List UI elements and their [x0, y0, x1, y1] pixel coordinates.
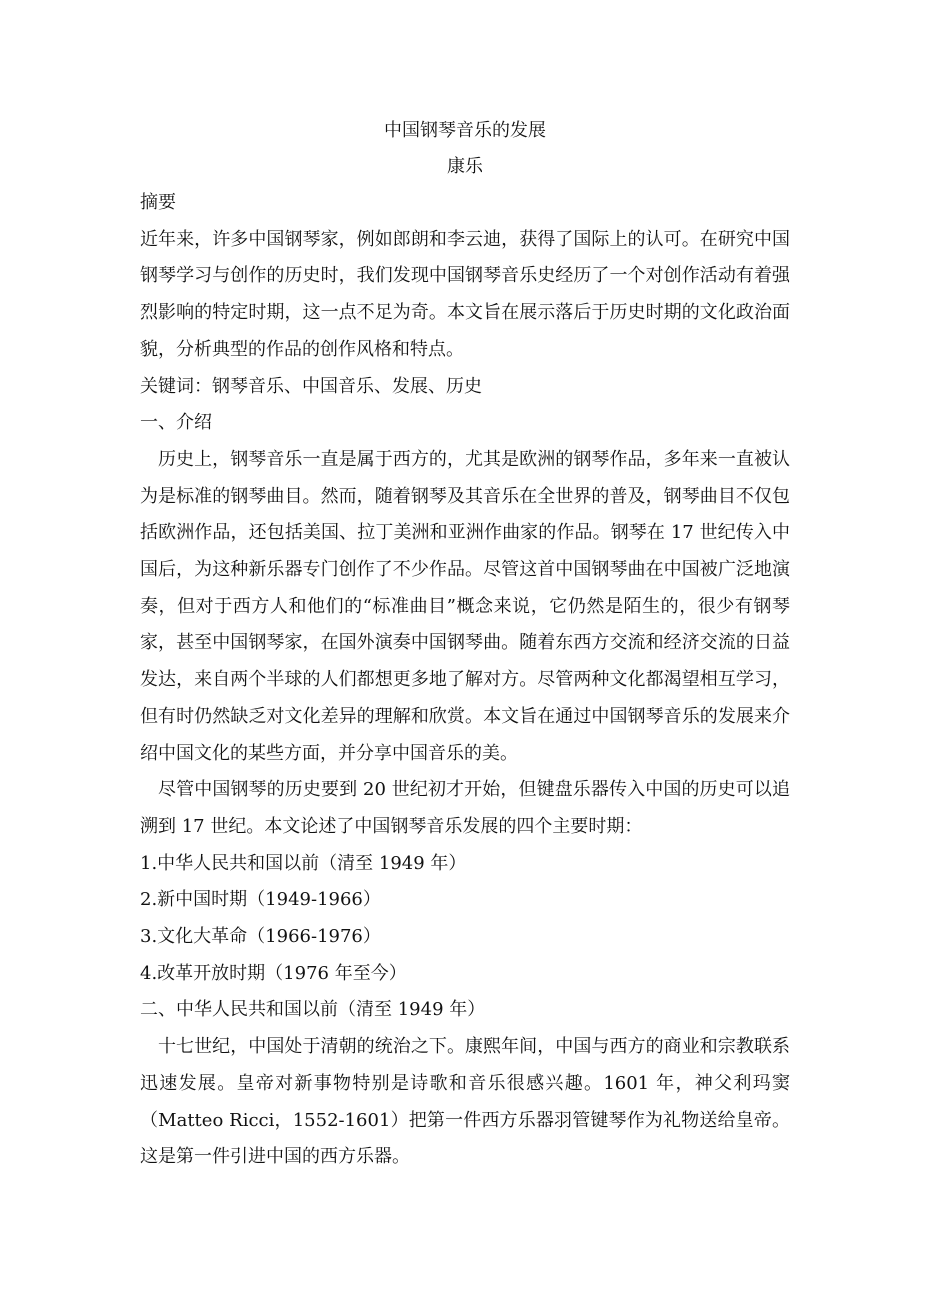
period-list-item: 3.文化大革命（1966-1976）: [140, 926, 381, 948]
pre-prc-paragraph-1: 十七世纪，中国处于清朝的统治之下。康熙年间，中国与西方的商业和宗教联系迅速发展。皇帝对新事物特别是诗歌和音乐很感兴趣。1601 年，神父利玛窦（Matteo Ricci，1552-1601）把第一件西方乐器羽管键琴作为礼物送给皇帝。这是第一件引进中国的西方乐器。: [140, 1036, 790, 1168]
abstract-heading: 摘要: [140, 192, 176, 213]
period-list-item: 1.中华人民共和国以前（清至 1949 年）: [140, 852, 467, 874]
abstract-text: 近年来，许多中国钢琴家，例如郎朗和李云迪，获得了国际上的认可。在研究中国钢琴学习与创作的历史时，我们发现中国钢琴音乐史经历了一个对创作活动有着强烈影响的特定时期，这一点不足为奇。本文旨在展示落后于历史时期的文化政治面貌，分析典型的作品的创作风格和特点。: [140, 228, 790, 360]
period-list-item: 4.改革开放时期（1976 年至今）: [140, 962, 407, 984]
document-body: [140, 113, 790, 1176]
document-author: 康乐: [447, 156, 483, 177]
section-heading-introduction: 一、介绍: [140, 412, 212, 434]
introduction-paragraph-1: 历史上，钢琴音乐一直是属于西方的，尤其是欧洲的钢琴作品，多年来一直被认为是标准的钢琴曲目。然而，随着钢琴及其音乐在全世界的普及，钢琴曲目不仅包括欧洲作品，还包括美国、拉丁美洲和亚洲作曲家的作品。钢琴在 17 世纪传入中国后，为这种新乐器专门创作了不少作品。尽管这首中国钢琴曲在中国被广泛地演奏，但对于西方人和他们的“标准曲目”概念来说，它仍然是陌生的，很少有钢琴家，甚至中国钢琴家，在国外演奏中国钢琴曲。随着东西方交流和经济交流的日益发达，来自两个半球的人们都想更多地了解对方。尽管两种文化都渴望相互学习，但有时仍然缺乏对文化差异的理解和欣赏。本文旨在通过中国钢琴音乐的发展来介绍中国文化的某些方面，并分享中国音乐的美。: [140, 448, 790, 764]
introduction-paragraph-2: 尽管中国钢琴的历史要到 20 世纪初才开始，但键盘乐器传入中国的历史可以追溯到 17 世纪。本文论述了中国钢琴音乐发展的四个主要时期：: [140, 779, 790, 837]
document-title: 中国钢琴音乐的发展: [384, 120, 546, 141]
section-heading-pre-prc: 二、中华人民共和国以前（清至 1949 年）: [140, 999, 486, 1021]
keywords: 关键词：钢琴音乐、中国音乐、发展、历史: [140, 375, 482, 397]
period-list-item: 2.新中国时期（1949-1966）: [140, 889, 381, 911]
